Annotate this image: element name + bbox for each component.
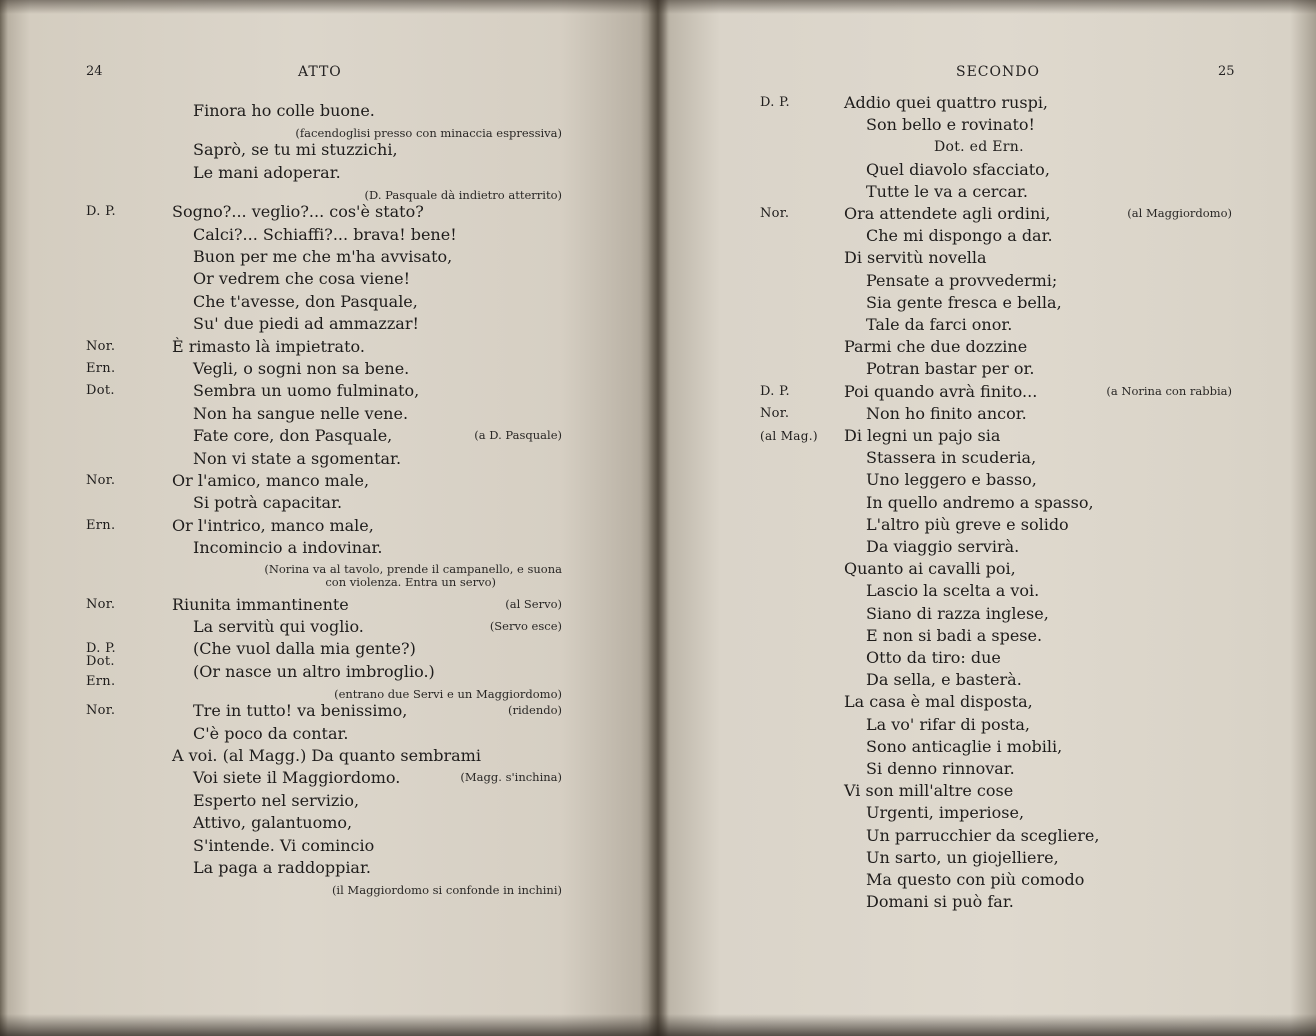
verse-line: Poi quando avrà finito... (844, 381, 1038, 401)
verse-line: La servitù qui voglio. (193, 617, 364, 636)
verse-line: Sono anticaglie i mobili, (866, 736, 1063, 756)
aside-direction: (al Maggiordomo) (1127, 206, 1232, 220)
speaker-label: Nor. (760, 206, 790, 221)
verse-line: Urgenti, imperiose, (866, 803, 1025, 823)
speaker-label: D. P. (86, 204, 116, 220)
speaker-label: (al Mag.) (760, 429, 818, 443)
verse-line: Su' due piedi ad ammazzar! (193, 314, 419, 334)
verse-line: Non ha sangue nelle vene. (193, 403, 409, 423)
verse-line: Non vi state a sgomentar. (193, 448, 402, 468)
verse-line: (Che vuol dalla mia gente?) (193, 639, 416, 659)
verse-line: Di legni un pajo sia (844, 426, 1001, 445)
verse-line: Voi siete il Maggiordomo. (193, 768, 401, 788)
speaker-label: Dot. ed Ern. (934, 139, 1024, 156)
verse-line: La vo' rifar di posta, (866, 714, 1030, 734)
verse-line: Che mi dispongo a dar. (866, 226, 1053, 246)
verse-line: Vegli, o sogni non sa bene. (193, 359, 410, 378)
verse-line: Che t'avesse, don Pasquale, (193, 291, 418, 311)
aside-direction: (a Norina con rabbia) (1106, 383, 1232, 398)
verse-line: Non ho finito ancor. (866, 403, 1027, 423)
verse-line: Or vedrem che cosa viene! (193, 269, 411, 289)
verse-line: In quello andremo a spasso, (866, 492, 1094, 512)
verse-line: Son bello e rovinato! (866, 115, 1035, 135)
aside-direction: (a D. Pasquale) (474, 428, 562, 443)
stage-direction: con violenza. Entra un servo) (325, 574, 496, 589)
speaker-label: Ern. (86, 517, 116, 533)
verse-line: Sogno?... veglio?... cos'è stato? (172, 202, 424, 222)
verse-line: Attivo, galantuomo, (193, 813, 353, 833)
verse-line: È rimasto là impietrato. (172, 336, 365, 356)
verse-line: Or l'amico, manco male, (172, 471, 370, 490)
verse-line: Siano di razza inglese, (866, 603, 1049, 623)
verse-line: Vi son mill'altre cose (844, 781, 1014, 801)
verse-line: Tre in tutto! va benissimo, (193, 701, 408, 721)
speaker-label: Dot. (86, 383, 115, 399)
verse-line: Incomincio a indovinar. (193, 538, 383, 558)
speaker-label: Dot. (86, 653, 115, 669)
speaker-label: Ern. (86, 673, 116, 689)
speaker-label: D. P. (760, 95, 790, 110)
left-page (0, 0, 650, 1036)
verse-line: Da sella, e basterà. (866, 670, 1022, 690)
verse-line: La paga a raddoppiar. (193, 858, 371, 877)
verse-line: Tutte le va a cercar. (866, 181, 1028, 201)
verse-line: La casa è mal disposta, (844, 692, 1033, 712)
speaker-label: Ern. (86, 361, 116, 376)
page-number: 25 (1218, 64, 1235, 79)
running-head: ATTO (298, 64, 342, 80)
verse-line: Le mani adoperar. (193, 162, 341, 182)
verse-line: Un parrucchier da scegliere, (866, 825, 1100, 845)
verse-line: Domani si può far. (866, 892, 1014, 912)
verse-line: Sembra un uomo fulminato, (193, 381, 420, 401)
aside-direction: (Servo esce) (489, 619, 562, 633)
right-page-text (666, 0, 1316, 1036)
verse-line: A voi. (al Magg.) Da quanto sembrami (172, 746, 481, 765)
bottom-shadow (0, 1014, 1316, 1036)
verse-line: Parmi che due dozzine (844, 337, 1028, 357)
verse-line: Saprò, se tu mi stuzzichi, (193, 140, 398, 160)
speaker-label: Nor. (86, 703, 116, 719)
verse-line: S'intende. Vi comincio (193, 835, 375, 855)
speaker-label: D. P. (760, 383, 790, 399)
verse-line: Uno leggero e basso, (866, 470, 1037, 490)
verse-line: Da viaggio servirà. (866, 537, 1020, 556)
verse-line: Sia gente fresca e bella, (866, 292, 1062, 312)
verse-line: Quanto ai cavalli poi, (844, 559, 1016, 579)
verse-line: Stassera in scuderia, (866, 448, 1037, 468)
verse-line: Si potrà capacitar. (193, 493, 343, 513)
left-page-text (0, 0, 650, 1036)
verse-line: Pensate a provvedermi; (866, 270, 1058, 290)
verse-line: Quel diavolo sfacciato, (866, 159, 1050, 179)
verse-line: Ora attendete agli ordini, (844, 204, 1051, 223)
verse-line: E non si badi a spese. (866, 625, 1043, 645)
stage-direction: (D. Pasquale dà indietro atterrito) (364, 188, 562, 203)
verse-line: Calci?... Schiaffi?... brava! bene! (193, 224, 457, 244)
verse-line: Un sarto, un giojelliere, (866, 847, 1059, 867)
speaker-label: Nor. (86, 473, 116, 488)
stage-direction: (il Maggiordomo si confonde in inchini) (331, 883, 562, 898)
verse-line: (Or nasce un altro imbroglio.) (193, 661, 435, 681)
verse-line: Lascio la scelta a voi. (866, 581, 1040, 601)
aside-direction: (ridendo) (507, 703, 562, 718)
verse-line: Esperto nel servizio, (193, 790, 360, 810)
verse-line: Ma questo con più comodo (866, 870, 1085, 889)
verse-line: Finora ho colle buone. (193, 101, 375, 120)
running-head: SECONDO (956, 64, 1040, 80)
aside-direction: (al Servo) (505, 596, 562, 611)
verse-line: Fate core, don Pasquale, (193, 426, 393, 446)
stage-direction: (Norina va al tavolo, prende il campanello, e suona (264, 561, 562, 576)
verse-line: Tale da farci onor. (866, 315, 1013, 334)
stage-direction: (entrano due Servi e un Maggiordomo) (334, 687, 562, 702)
verse-line: Buon per me che m'ha avvisato, (193, 247, 453, 266)
speaker-label: Nor. (760, 405, 790, 421)
verse-line: Addio quei quattro ruspi, (844, 93, 1049, 112)
speaker-label: Nor. (86, 596, 116, 612)
page-number: 24 (86, 64, 103, 79)
verse-line: C'è poco da contar. (193, 723, 349, 743)
aside-direction: (Magg. s'inchina) (460, 770, 562, 785)
book-gutter (648, 0, 668, 1036)
right-page (666, 0, 1316, 1036)
speaker-label: Nor. (86, 338, 116, 354)
stage-direction: (facendoglisi presso con minaccia espressiva) (295, 126, 562, 141)
verse-line: Riunita immantinente (172, 594, 349, 614)
verse-line: Or l'intrico, manco male, (172, 515, 374, 535)
verse-line: Potran bastar per or. (866, 359, 1035, 379)
verse-line: Otto da tiro: due (866, 648, 1001, 667)
verse-line: L'altro più greve e solido (866, 514, 1069, 534)
verse-line: Si denno rinnovar. (866, 759, 1015, 778)
verse-line: Di servitù novella (844, 248, 987, 268)
speaker-label: D. P. (86, 641, 116, 657)
